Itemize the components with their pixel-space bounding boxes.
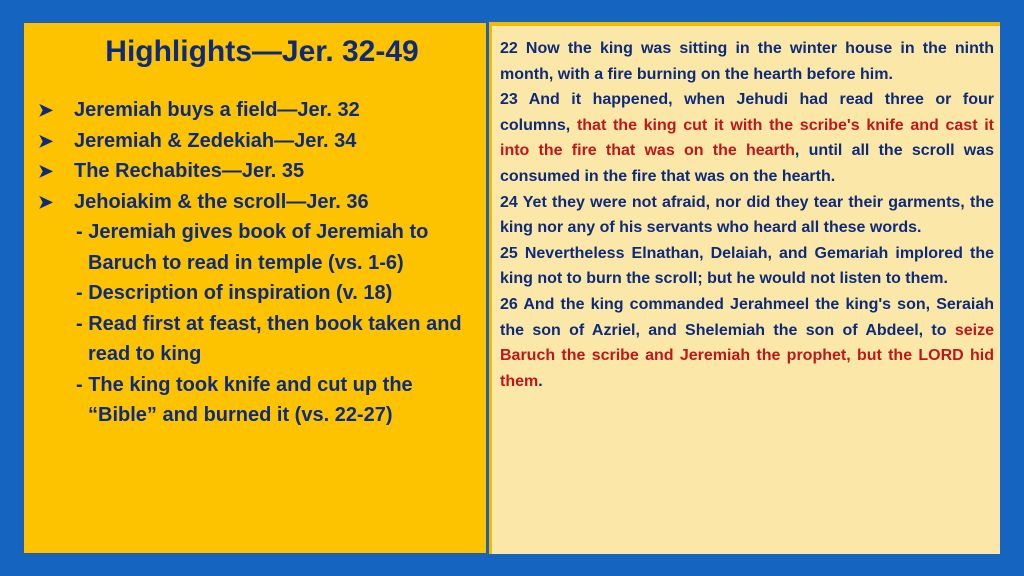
verse-26 [500,292,994,394]
verse-22: 22 Now the king was sitting in the winter house in the ninth month, with a fire burning on the hearth before him. [500,40,994,83]
bullet-item [38,156,478,187]
verse-25: 25 Nevertheless Elnathan, Delaiah, and Gemariah implored the king not to burn the scroll; but he would not listen to them. [500,244,994,288]
bullet-text: Jehoiakim & the scroll—Jer. 36 [74,190,369,213]
verse-23-end: , until all the scroll was consumed in the fire that was on the hearth. [500,142,994,185]
highlights-panel [23,22,487,554]
verse-23-text: 23 And it happened, when Jehudi had read three or four columns, [500,91,994,134]
arrowhead-bullet-icon: ➤ [38,161,54,181]
slide-title: Highlights—Jer. 32-49 [105,35,419,68]
verse-26-text: 26 And the king commanded Jerahmeel the king's son, Seraiah the son of Azriel, and Shelemiah the son of Abdeel, to [500,295,994,339]
sub-item: - The king took knife and cut up the “Bible” and burned it (vs. 22-27) [76,373,413,426]
sub-item: - Description of inspiration (v. 18) [76,282,393,304]
sub-item: - Read first at feast, then book taken and read to king [76,312,462,365]
arrowhead-bullet-icon: ➤ [38,130,54,151]
sub-item: - Jeremiah gives book of Jeremiah to Baruch to read in temple (vs. 1-6) [76,221,429,274]
scripture-panel [489,22,1000,554]
verse-26-end: . [538,372,543,390]
bullet-text: Jeremiah & Zedekiah—Jer. 34 [74,129,357,152]
bullet-item [38,187,478,218]
bullet-item [38,95,478,126]
bullet-item [38,126,478,157]
verse-23 [500,87,994,189]
arrowhead-bullet-icon: ➤ [38,100,54,120]
verse-23-highlight: that the king cut it with the scribe's knife and cast it into the fire that was on the hearth [500,116,994,160]
sub-item-list [76,217,486,431]
verse-24: 24 Yet they were not afraid, nor did they tear their garments, the king nor any of his servants who heard all these words. [500,193,994,237]
bullet-text: Jeremiah buys a field—Jer. 32 [74,99,360,121]
verse-26-highlight: seize Baruch the scribe and Jeremiah the prophet, but the LORD hid them [500,321,994,390]
bullet-text: The Rechabites—Jer. 35 [74,160,305,182]
bullet-list [38,95,478,217]
arrowhead-bullet-icon: ➤ [38,191,54,212]
